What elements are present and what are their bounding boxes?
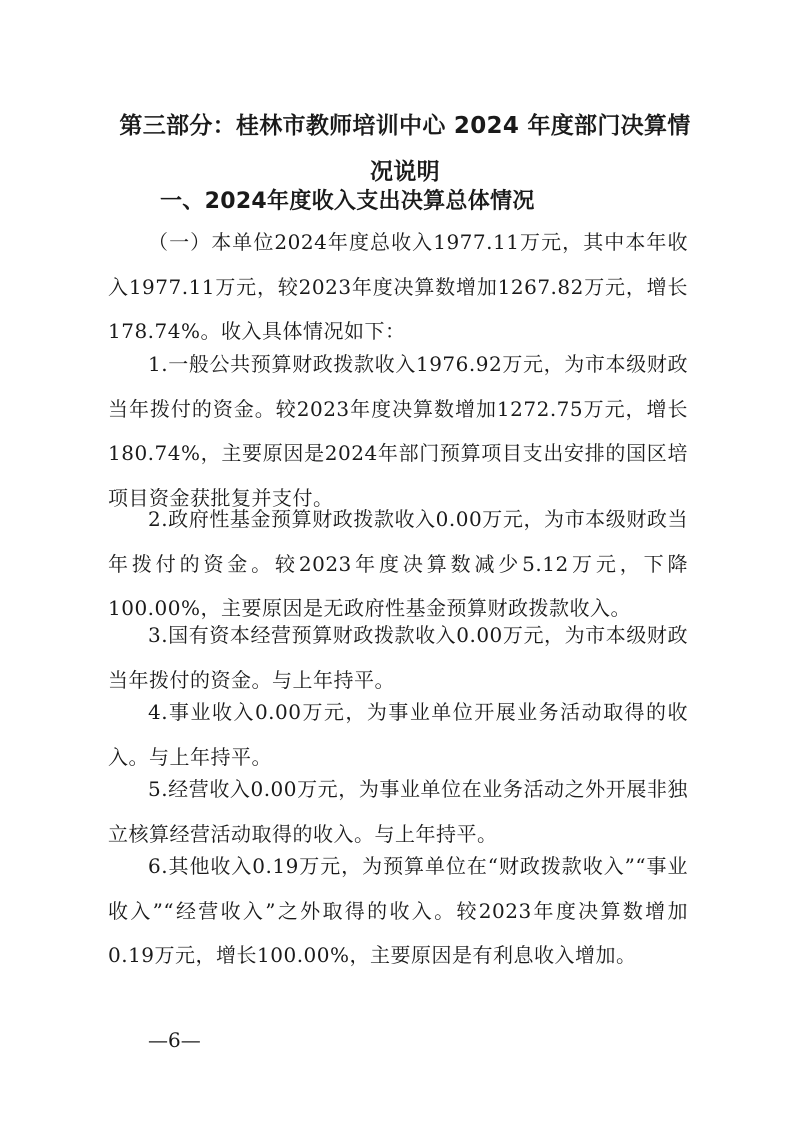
paragraph-item-4: 4.事业收入0.00万元，为事业单位开展业务活动取得的收入。与上年持平。 [108, 700, 688, 769]
paragraph-item-2: 2.政府性基金预算财政拨款收入0.00万元，为市本级财政当年拨付的资金。较2023年度决算数减少5.12万元，下降100.00%，主要原因是无政府性基金预算财政拨款收入。 [108, 507, 688, 620]
paragraph-intro: （一）本单位2024年度总收入1977.11万元，其中本年收入1977.11万元，较2023年度决算数增加1267.82万元，增长178.74%。收入具体情况如下： [108, 230, 688, 343]
paragraph-item-1: 1.一般公共预算财政拨款收入1976.92万元，为市本级财政当年拨付的资金。较2023年度决算数增加1272.75万元，增长180.74%，主要原因是2024年部门预算项目支出安排的国区培项目资金获批复并支付。 [108, 352, 688, 510]
page-number: —6— [148, 1028, 201, 1052]
paragraph-item-6: 6.其他收入0.19万元，为预算单位在“财政拨款收入”“事业收入”“经营收入”之外取得的收入。较2023年度决算数增加0.19万元，增长100.00%，主要原因是有利息收入增加。 [108, 854, 688, 967]
paragraph-item-3: 3.国有资本经营预算财政拨款收入0.00万元，为市本级财政当年拨付的资金。与上年持平。 [108, 623, 688, 692]
document-title: 第三部分：桂林市教师培训中心 2024 年度部门决算情况说明 [119, 113, 691, 185]
paragraph-item-5: 5.经营收入0.00万元，为事业单位在业务活动之外开展非独立核算经营活动取得的收入。与上年持平。 [108, 777, 688, 846]
section-heading: 一、2024年度收入支出决算总体情况 [160, 189, 535, 214]
